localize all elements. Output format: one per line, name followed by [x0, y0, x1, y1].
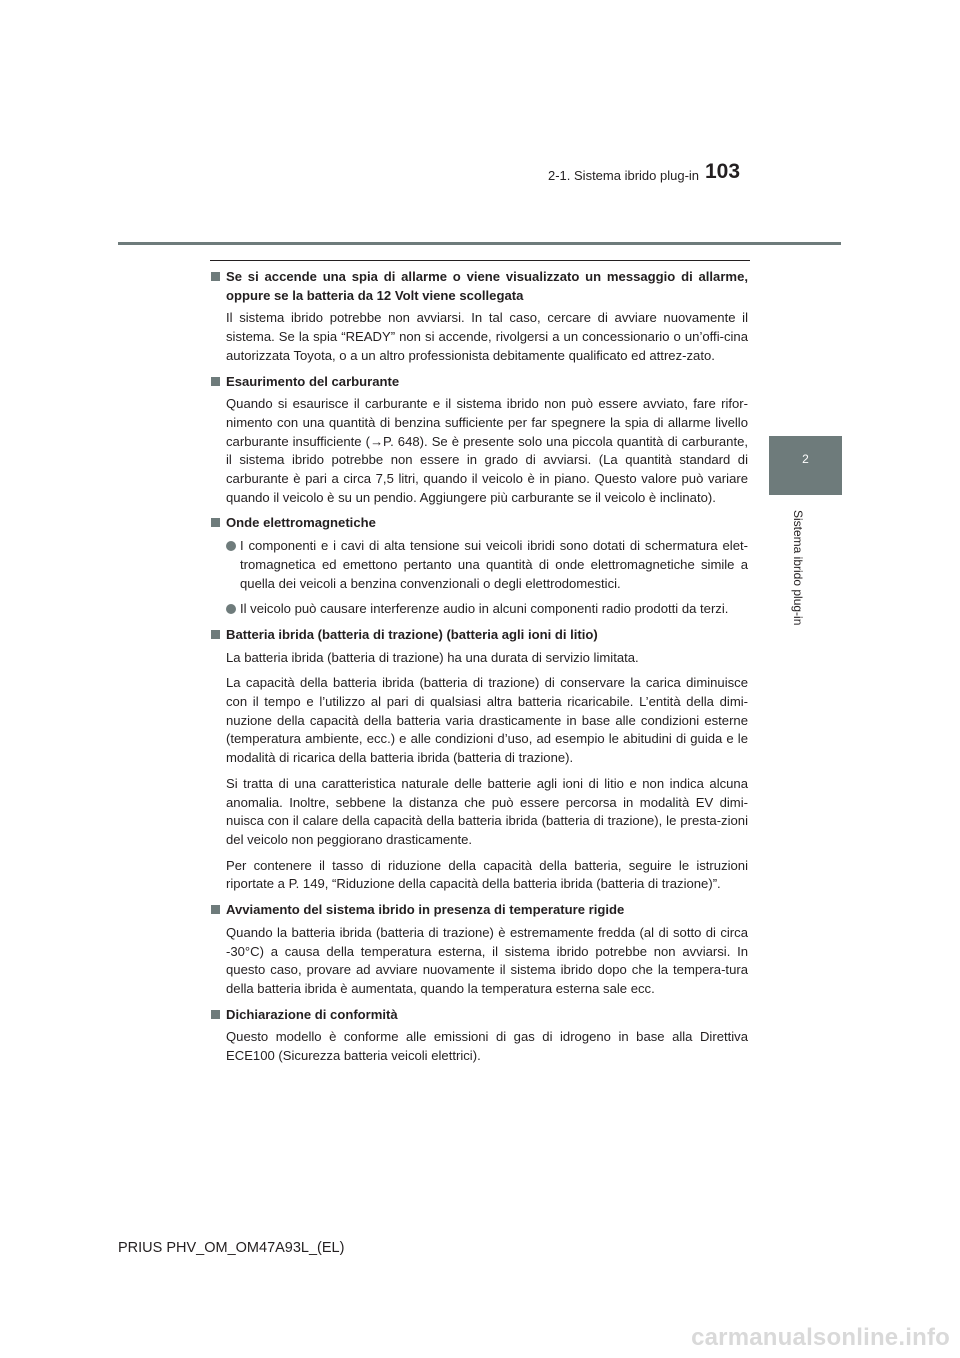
section-heading: Esaurimento del carburante	[210, 373, 748, 392]
paragraph: Questo modello è conforme alle emissioni di gas di idrogeno in base alla Direttiva ECE100 (Sicurezza batteria veicoli elettrici).	[226, 1029, 748, 1064]
section-fuel-exhaustion	[210, 373, 748, 508]
page-number: 103	[705, 160, 741, 183]
circle-bullet-icon	[226, 541, 236, 551]
paragraph: Si tratta di una caratteristica naturale delle batterie agli ioni di litio e non indica alcuna anomalia. Inoltre, sebbene la distanza che può essere percorsa in modalità EV dimi-nuisca con il calare della capacità della batteria ibrida (batteria di trazione), le presta-zioni del veicolo non peggiorano drasticamente.	[226, 775, 748, 847]
page-header	[0, 0, 960, 250]
section-heading: Avviamento del sistema ibrido in presenza di temperature rigide	[210, 901, 748, 920]
paragraph: Quando la batteria ibrida (batteria di trazione) è estremamente fredda (al di sotto di circa -30°C) a causa della temperatura esterna, il sistema ibrido potrebbe non avviarsi. In questo caso, provare ad avviare nuovamente il sistema ibrido dopo che la tempera-tura della batteria ibrida è aumentata, quando la temperatura esterna sale ecc.	[226, 924, 748, 996]
section-hybrid-battery	[210, 626, 748, 894]
bullet-item: I componenti e i cavi di alta tensione sui veicoli ibridi sono dotati di schermatura elet-tromagnetica ed emettono pertanto una quantità di onde elettromagnetiche simile a quella dei veicoli a benzina convenzionali o degli elettrodomestici.	[210, 537, 748, 593]
chapter-tab-number: 2	[802, 452, 809, 466]
square-bullet-icon	[211, 905, 220, 914]
paragraph: La capacità della batteria ibrida (batteria di trazione) di conservare la carica diminuisce con il tempo e l’utilizzo al pari di qualsiasi altra batteria ricaricabile. L’entità della dimi-nuzione della capacità della batteria varia drasticamente in base alle condizioni esterne (temperatura ambiente, ecc.) e alle condizioni d’uso, ad esempio le abitudini di guida e le modalità di ricarica della batteria ibrida (batteria di trazione).	[226, 675, 748, 766]
section-title: 2-1. Sistema ibrido plug-in	[548, 168, 700, 183]
content-top-rule	[210, 260, 750, 261]
section-heading: Onde elettromagnetiche	[210, 514, 748, 533]
circle-bullet-icon	[226, 604, 236, 614]
square-bullet-icon	[211, 630, 220, 639]
section-heading: Se si accende una spia di allarme o viene visualizzato un messaggio di allarme, oppure se la batteria da 12 Volt viene scollegata	[210, 268, 748, 305]
square-bullet-icon	[211, 518, 220, 527]
page-content	[210, 268, 748, 1073]
paragraph: La batteria ibrida (batteria di trazione) ha una durata di servizio limitata.	[226, 649, 639, 665]
bullet-item: Il veicolo può causare interferenze audio in alcuni componenti radio prodotti da terzi.	[210, 600, 748, 619]
section-heading: Dichiarazione di conformità	[210, 1006, 748, 1025]
paragraph: Quando si esaurisce il carburante e il sistema ibrido non può essere avviato, fare rifor-nimento con una quantità di benzina sufficiente per far spegnere la spia di allarme livello carburante insufficiente (→P. 648). Se è presente solo una piccola quantità di carburante, il sistema ibrido potrebbe non essere in grado di avviarsi. (La quantità standard di carburante è pari a circa 7,5 litri, quando il veicolo è in piano. Questo valore può variare quando il veicolo è su un pendio. Aggiungere più carburante se il veicolo è inclinato).	[226, 396, 748, 505]
section-conformity	[210, 1006, 748, 1066]
section-warning-light	[210, 268, 748, 366]
chapter-tab-label: Sistema ibrido plug-in	[791, 510, 805, 626]
chapter-tab-label-area	[769, 495, 842, 725]
square-bullet-icon	[211, 377, 220, 386]
watermark-text: carmanualsonline.info	[691, 1324, 950, 1351]
square-bullet-icon	[211, 1010, 220, 1019]
section-cold-start	[210, 901, 748, 999]
section-electromagnetic-waves	[210, 514, 748, 619]
header-rule	[118, 242, 841, 245]
paragraph: Per contenere il tasso di riduzione della capacità della batteria, seguire le istruzioni riportate a P. 149, “Riduzione della capacità della batteria ibrida (batteria di trazione)”.	[226, 857, 748, 892]
square-bullet-icon	[211, 272, 220, 281]
section-heading: Batteria ibrida (batteria di trazione) (batteria agli ioni di litio)	[210, 626, 748, 645]
footer-doc-code: PRIUS PHV_OM_OM47A93L_(EL)	[118, 1240, 345, 1256]
paragraph: Il sistema ibrido potrebbe non avviarsi. In tal caso, cercare di avviare nuovamente il sistema. Se la spia “READY” non si accende, rivolgersi a un concessionario o un’offi-cina autorizzata Toyota, o a un altro professionista debitamente qualificato ed attrez-zato.	[226, 310, 748, 363]
